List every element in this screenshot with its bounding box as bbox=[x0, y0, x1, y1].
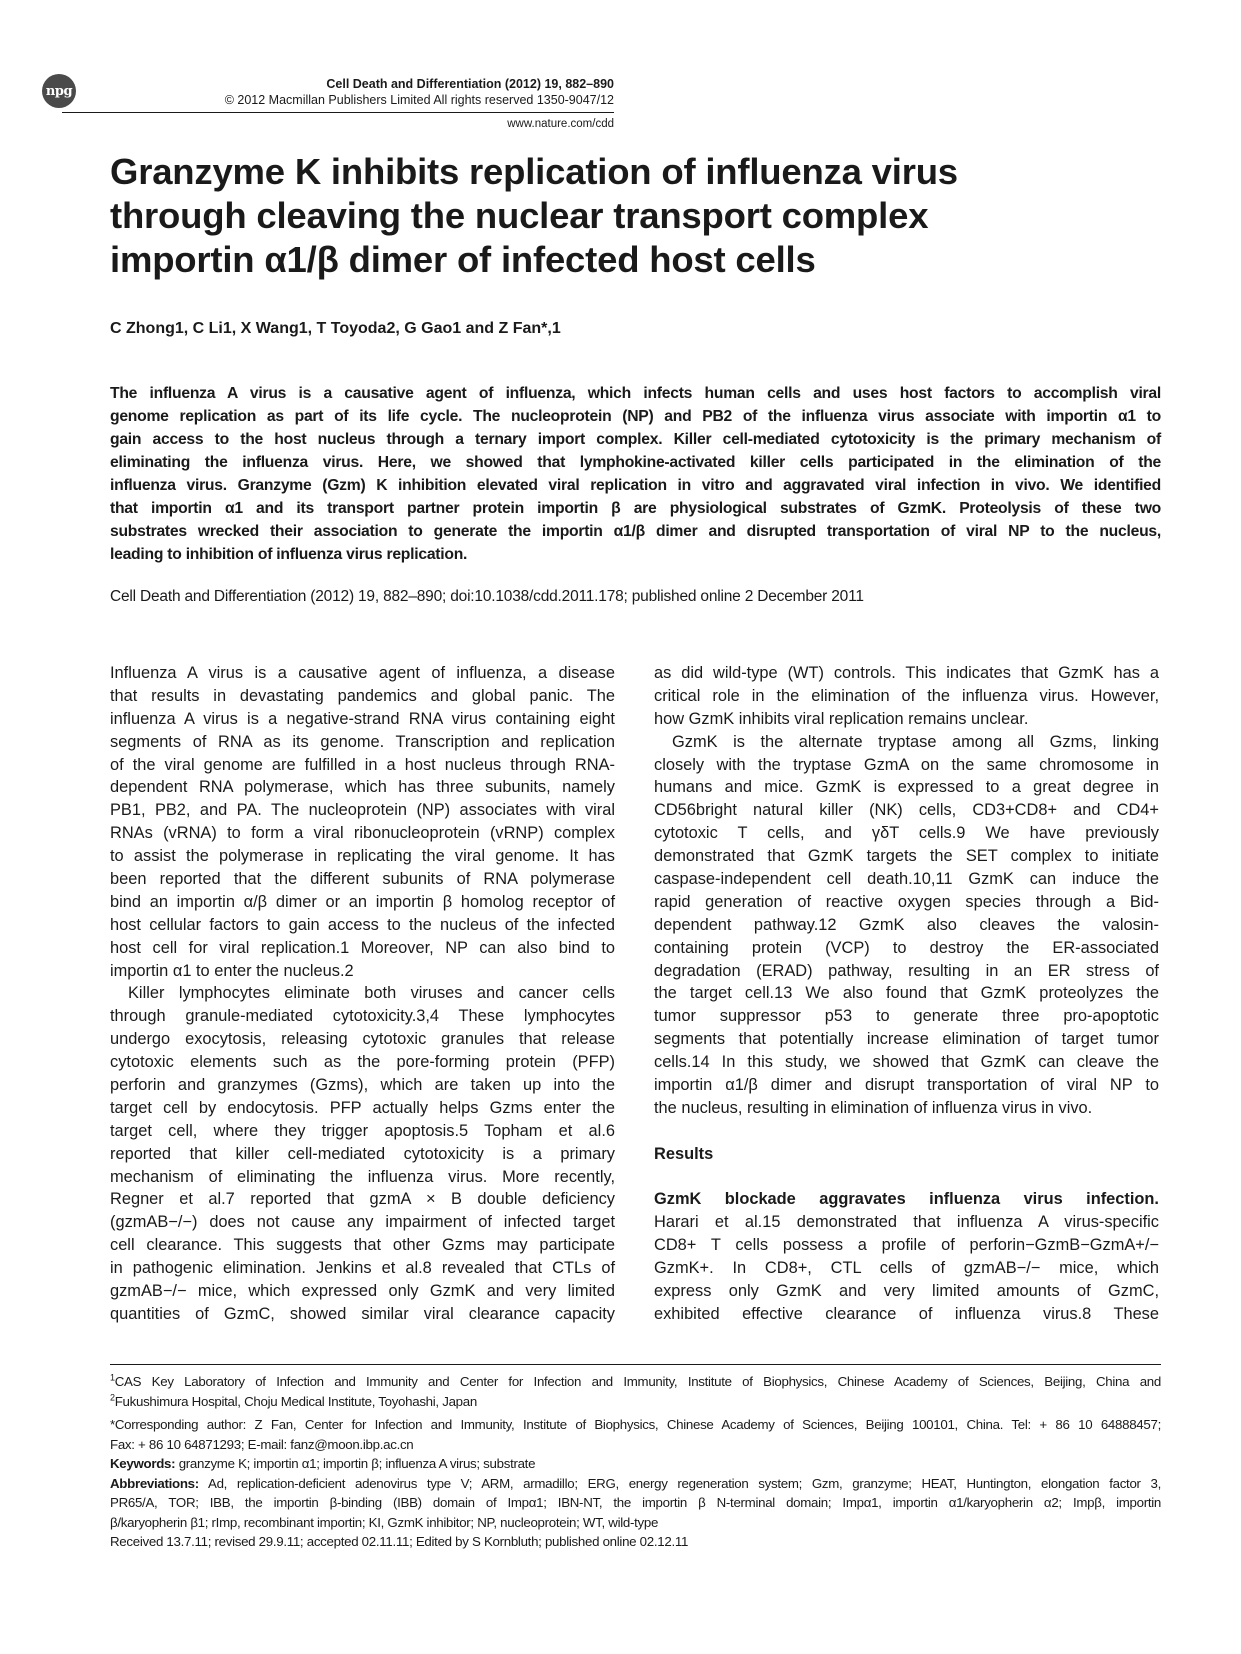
body-line: target cell by endocytosis. PFP actually helps Gzms enter the bbox=[110, 1098, 615, 1117]
footnote-received: Received 13.7.11; revised 29.9.11; accepted 02.11.11; Edited by S Kornbluth; published online 02.12.11 bbox=[110, 1534, 689, 1549]
body-line: containing protein (VCP) to destroy the ER-associated bbox=[654, 938, 1159, 957]
body-line: as did wild-type (WT) controls. This indicates that GzmK has a bbox=[654, 664, 1159, 682]
body-line: GzmK+. In CD8+, CTL cells of gzmAB−/− mice, which bbox=[654, 1259, 1159, 1278]
body-line: influenza A virus is a negative-strand RNA virus containing eight bbox=[110, 709, 615, 728]
title-line: Granzyme K inhibits replication of influenza virus bbox=[110, 151, 958, 192]
body-line: importin α1 to enter the nucleus.2 bbox=[110, 961, 354, 980]
abstract-line: The influenza A virus is a causative agent of influenza, which infects human cells and uses host factors to accomplish viral bbox=[110, 385, 1161, 402]
body-line: undergo exocytosis, releasing cytotoxic granules that release bbox=[110, 1030, 615, 1049]
body-line: exhibited effective clearance of influenza virus.8 These bbox=[654, 1304, 1159, 1323]
journal-url[interactable]: www.nature.com/cdd bbox=[507, 118, 614, 130]
copyright-line: © 2012 Macmillan Publishers Limited All rights reserved 1350-9047/12 bbox=[224, 93, 614, 107]
body-line: critical role in the elimination of the influenza virus. However, bbox=[654, 686, 1159, 705]
body-line: the nucleus, resulting in elimination of influenza virus in vivo. bbox=[654, 1098, 1093, 1117]
abstract-line: genome replication as part of its life cycle. The nucleoprotein (NP) and PB2 of the influenza virus associate with importin α1 to bbox=[110, 408, 1161, 425]
subsection-heading: GzmK blockade aggravates influenza virus infection. bbox=[654, 1190, 1159, 1209]
body-line: PB1, PB2, and PA. The nucleoprotein (NP) associates with viral bbox=[110, 801, 615, 820]
footnote-abbreviations-cont: PR65/A, TOR; IBB, the importin β-binding (IBB) domain of Impα1; IBN-NT, the importin β N-terminal domain; Impα1, importin α1/karyopherin α2; Impβ, importin bbox=[110, 1495, 1161, 1510]
body-left-column bbox=[110, 662, 615, 1326]
body-line: CD8+ T cells possess a profile of perforin−GzmB−GzmA+/− bbox=[654, 1236, 1159, 1255]
title-line: importin α1/β dimer of infected host cells bbox=[110, 239, 816, 280]
body-line: RNAs (vRNA) to form a viral ribonucleoprotein (vRNP) complex bbox=[110, 824, 615, 843]
spacer bbox=[654, 1166, 1159, 1189]
abstract-line: eliminating the influenza virus. Here, we showed that lymphokine-activated killer cells participated in the elimination of the bbox=[110, 454, 1161, 471]
body-line: express only GzmK and very limited amounts of GzmC, bbox=[654, 1282, 1159, 1301]
section-heading-results: Results bbox=[654, 1144, 714, 1163]
footnote-corresponding: *Corresponding author: Z Fan, Center for Infection and Immunity, Institute of Biophysics, Chinese Academy of Sciences, Beijing 100101, China. Tel: + 86 10 64888457; bbox=[110, 1417, 1161, 1432]
body-line: target cell, where they trigger apoptosis.5 Topham et al.6 bbox=[110, 1121, 615, 1140]
body-line: humans and mice. GzmK is expressed to a great degree in bbox=[654, 778, 1159, 797]
body-line: reported that killer cell-mediated cytotoxicity is a primary bbox=[110, 1144, 615, 1163]
footnote-rule bbox=[110, 1364, 1161, 1365]
author-list: C Zhong1, C Li1, X Wang1, T Toyoda2, G Gao1 and Z Fan*,1 bbox=[110, 320, 561, 337]
footnote-corresponding-contact[interactable]: Fax: + 86 10 64871293; E-mail: fanz@moon.ibp.ac.cn bbox=[110, 1436, 414, 1452]
abstract bbox=[110, 382, 1161, 566]
abstract-line: that importin α1 and its transport partner protein importin β are physiological substrates of GzmK. Proteolysis of these two bbox=[110, 500, 1161, 517]
body-line: closely with the tryptase GzmA on the same chromosome in bbox=[654, 755, 1159, 774]
body-line: that results in devastating pandemics and global panic. The bbox=[110, 686, 615, 705]
footnote-keywords: Keywords: granzyme K; importin α1; importin β; influenza A virus; substrate bbox=[110, 1456, 536, 1471]
article-title bbox=[110, 150, 1010, 282]
title-line: through cleaving the nuclear transport complex bbox=[110, 195, 929, 236]
body-line: how GzmK inhibits viral replication remains unclear. bbox=[654, 709, 1029, 728]
body-line: GzmK is the alternate tryptase among all Gzms, linking bbox=[672, 732, 1159, 751]
body-line: host cell for viral replication.1 Moreover, NP can also bind to bbox=[110, 938, 615, 957]
body-line: bind an importin α/β dimer or an importin β homolog receptor of bbox=[110, 892, 615, 911]
body-line: mechanism of eliminating the influenza virus. More recently, bbox=[110, 1167, 615, 1186]
body-line: Harari et al.15 demonstrated that influenza A virus-specific bbox=[654, 1213, 1159, 1232]
body-line: quantities of GzmC, showed similar viral clearance capacity bbox=[110, 1304, 615, 1323]
article-citation: Cell Death and Differentiation (2012) 19, 882–890; doi:10.1038/cdd.2011.178; published online 2 December 2011 bbox=[110, 588, 864, 605]
body-line: cells.14 In this study, we showed that GzmK can cleave the bbox=[654, 1053, 1159, 1072]
npg-logo: npg bbox=[42, 74, 76, 108]
body-right-column bbox=[654, 662, 1159, 1326]
journal-citation: Cell Death and Differentiation (2012) 19, 882–890 bbox=[326, 77, 614, 91]
body-line: tumor suppressor p53 to generate three pro-apoptotic bbox=[654, 1007, 1159, 1026]
body-line: Regner et al.7 reported that gzmA × B double deficiency bbox=[110, 1190, 615, 1209]
spacer bbox=[654, 1120, 1159, 1143]
body-line: segments that potentially increase elimination of target tumor bbox=[654, 1030, 1159, 1049]
body-line: the target cell.13 We also found that GzmK proteolyzes the bbox=[654, 984, 1159, 1003]
body-line: Killer lymphocytes eliminate both viruses and cancer cells bbox=[128, 984, 615, 1003]
footnotes bbox=[110, 1372, 1161, 1552]
abstract-line: leading to inhibition of influenza virus replication. bbox=[110, 546, 468, 563]
footnote-abbreviations: Abbreviations: Ad, replication-deficient adenovirus type V; ARM, armadillo; ERG, energy regeneration system; Gzm, granzyme; HEAT, Huntington, elongation factor 3, bbox=[110, 1475, 1161, 1491]
body-line: demonstrated that GzmK targets the SET complex to initiate bbox=[654, 847, 1159, 866]
body-line: caspase-independent cell death.10,11 GzmK can induce the bbox=[654, 870, 1159, 889]
body-line: cytotoxic elements such as the pore-forming protein (PFP) bbox=[110, 1053, 615, 1072]
footnote-affiliation-2: $^2$Fukushimura Hospital, Choju Medical Institute, Toyohashi, Japan bbox=[110, 1392, 477, 1409]
journal-header bbox=[225, 76, 614, 108]
body-line: cell clearance. This suggests that other Gzms may participate bbox=[110, 1236, 615, 1255]
body-line: gzmAB−/− mice, which expressed only GzmK and very limited bbox=[110, 1282, 615, 1301]
body-line: CD56bright natural killer (NK) cells, CD3+CD8+ and CD4+ bbox=[654, 801, 1159, 820]
body-line: through granule-mediated cytotoxicity.3,4 These lymphocytes bbox=[110, 1007, 615, 1026]
header-rule bbox=[62, 112, 614, 113]
footnote-abbreviations-cont: β/karyopherin β1; rImp, recombinant importin; KI, GzmK inhibitor; NP, nucleoprotein; WT, wild-type bbox=[110, 1514, 659, 1530]
body-line: to assist the polymerase in replicating the viral genome. It has bbox=[110, 847, 615, 866]
body-line: importin α1/β dimer and disrupt transportation of viral NP to bbox=[654, 1076, 1159, 1095]
body-line: segments of RNA as its genome. Transcription and replication bbox=[110, 732, 615, 751]
body-line: of the viral genome are fulfilled in a host nucleus through RNA- bbox=[110, 755, 615, 774]
body-line: cytotoxic T cells, and γδT cells.9 We have previously bbox=[654, 824, 1159, 843]
footnote-affiliation-1: $^1$CAS Key Laboratory of Infection and Immunity and Center for Infection and Immunity, Institute of Biophysics, Chinese Academy of Sciences, Beijing, China and bbox=[110, 1372, 1161, 1389]
body-line: (gzmAB−/−) does not cause any impairment of infected target bbox=[110, 1213, 615, 1232]
abstract-line: gain access to the host nucleus through a ternary import complex. Killer cell-mediated cytotoxicity is the primary mechanism of bbox=[110, 431, 1161, 448]
body-line: host cellular factors to gain access to the nucleus of the infected bbox=[110, 915, 615, 934]
body-line: degradation (ERAD) pathway, resulting in an ER stress of bbox=[654, 961, 1159, 980]
abstract-line: substrates wrecked their association to generate the importin α1/β dimer and disrupted transportation of viral NP to the nucleus, bbox=[110, 523, 1161, 540]
body-line: been reported that the different subunits of RNA polymerase bbox=[110, 870, 615, 889]
abstract-line: influenza virus. Granzyme (Gzm) K inhibition elevated viral replication in vitro and aggravated viral infection in vivo. We identified bbox=[110, 477, 1161, 494]
body-line: dependent pathway.12 GzmK also cleaves the valosin- bbox=[654, 915, 1159, 934]
body-line: dependent RNA polymerase, which has three subunits, namely bbox=[110, 778, 615, 797]
body-line: rapid generation of reactive oxygen species through a Bid- bbox=[654, 892, 1159, 911]
body-line: in pathogenic elimination. Jenkins et al.8 revealed that CTLs of bbox=[110, 1259, 615, 1278]
body-line: perforin and granzymes (Gzms), which are taken up into the bbox=[110, 1076, 615, 1095]
body-line: Influenza A virus is a causative agent of influenza, a disease bbox=[110, 664, 615, 682]
